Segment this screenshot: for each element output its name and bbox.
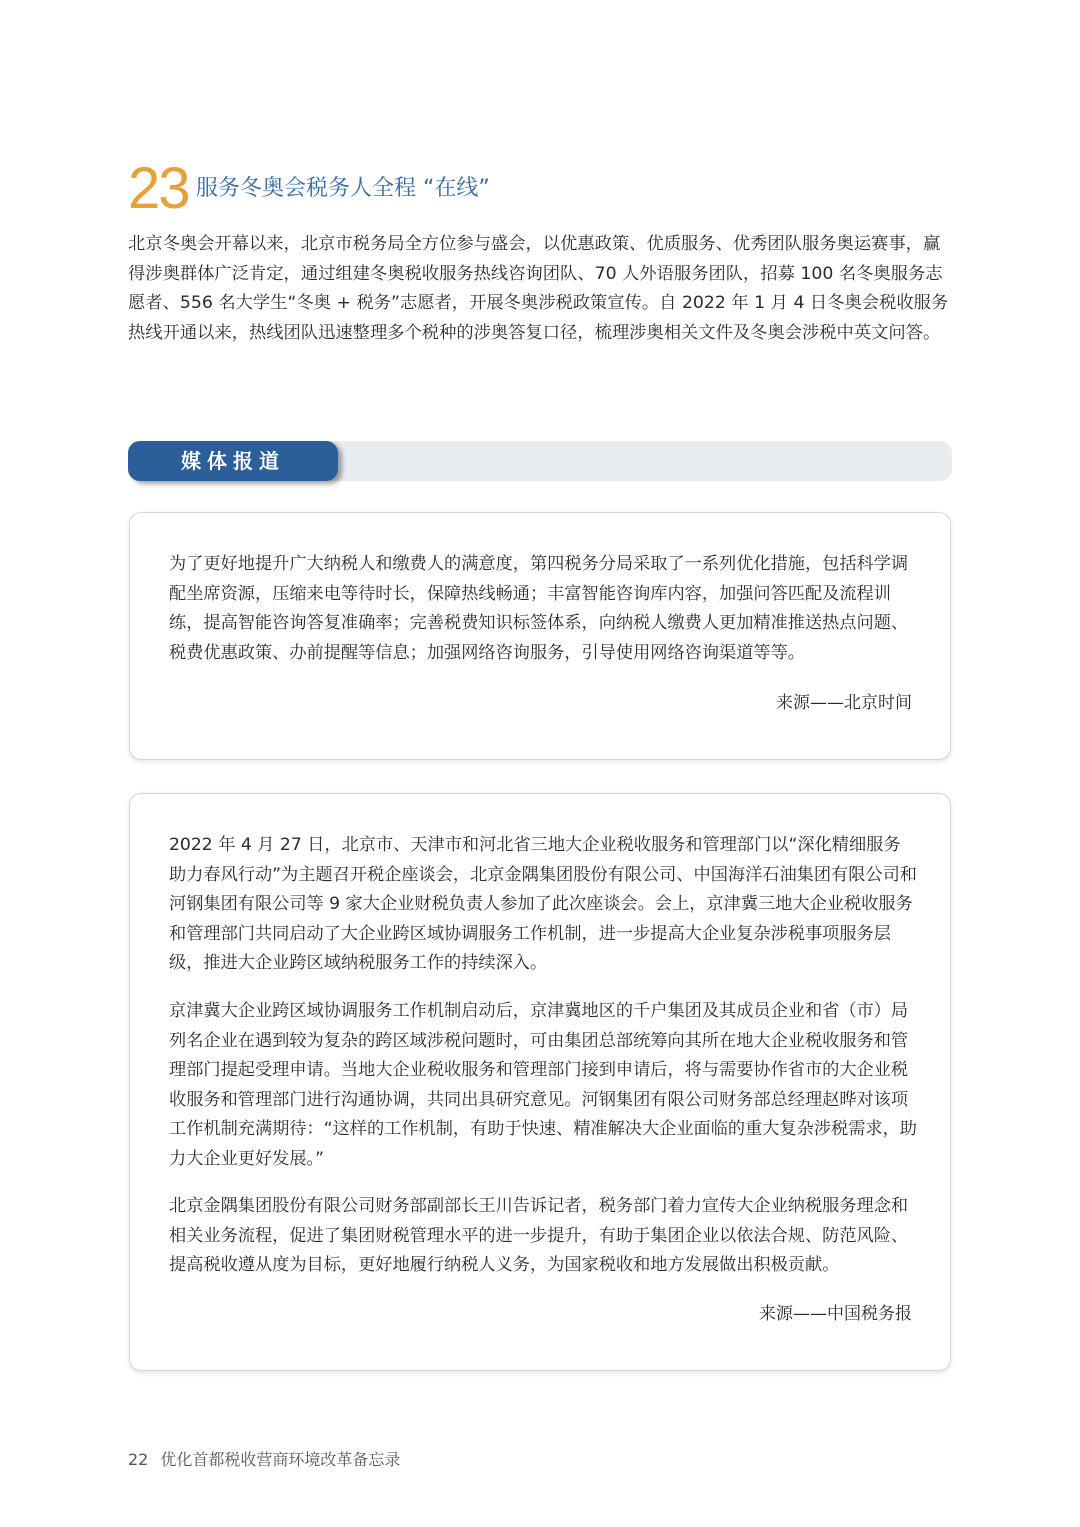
section-header	[128, 156, 948, 221]
news-paragraph: 为了更好地提升广大纳税人和缴费人的满意度，第四税务分局采取了一系列优化措施，包括科学调配坐席资源，压缩来电等待时长，保障热线畅通；丰富智能咨询库内容，加强问答匹配及流程训练，提高智能咨询答复准确率；完善税费知识标签体系，向纳税人缴费人更加精准推送热点问题、税费优惠政策、办前提醒等信息；加强网络咨询服务，引导使用网络咨询渠道等等。	[169, 554, 909, 663]
news-card	[129, 512, 951, 760]
news-card	[129, 793, 951, 1371]
news-paragraph: 北京金隅集团股份有限公司财务部副部长王川告诉记者，税务部门着力宣传大企业纳税服务理念和相关业务流程，促进了集团财税管理水平的进一步提升，有助于集团企业以依法合规、防范风险、提高税收遵从度为目标，更好地履行纳税人义务，为国家税收和地方发展做出积极贡献。	[169, 1196, 909, 1276]
news-paragraph: 京津冀大企业跨区域协调服务工作机制启动后，京津冀地区的千户集团及其成员企业和省（市）局列名企业在遇到较为复杂的跨区域涉税问题时，可由集团总部统筹向其所在地大企业税收服务和管理部门提起受理申请。当地大企业税收服务和管理部门接到申请后，将与需要协作省市的大企业税收服务和管理部门进行沟通协调，共同出具研究意见。河钢集团有限公司财务部总经理赵晔对该项工作机制充满期待：“这样的工作机制，有助于快速、精准解决大企业面临的重大复杂涉税需求，助力大企业更好发展。”	[169, 1001, 917, 1169]
document-title: 优化首都税收营商环境改革备忘录	[160, 1450, 401, 1469]
page-footer	[128, 1448, 400, 1472]
page-number: 22	[128, 1450, 149, 1469]
news-source: 来源——中国税务报	[759, 1304, 912, 1324]
media-report-tab: 媒体报道	[128, 441, 338, 481]
intro-paragraph: 北京冬奥会开幕以来，北京市税务局全方位参与盛会，以优惠政策、优质服务、优秀团队服务奥运赛事，赢得涉奥群体广泛肯定，通过组建冬奥税收服务热线咨询团队、70 人外语服务团队，招募 100 名冬奥服务志愿者、556 名大学生“冬奥 + 税务”志愿者，开展冬奥涉税政策宣传。自 2022 年 1 月 4 日冬奥会税收服务热线开通以来，热线团队迅速整理多个税种的涉奥答复口径，梳理涉奥相关文件及冬奥会涉税中英文问答。	[128, 234, 949, 343]
news-source: 来源——北京时间	[776, 693, 912, 713]
section-number: 23	[128, 156, 189, 221]
media-report-bar	[128, 441, 952, 481]
news-paragraph: 2022 年 4 月 27 日，北京市、天津市和河北省三地大企业税收服务和管理部门以“深化精细服务 助力春风行动”为主题召开税企座谈会，北京金隅集团股份有限公司、中国海洋石油集团有限公司和河钢集团有限公司等 9 家大企业财税负责人参加了此次座谈会。会上，京津冀三地大企业税收服务和管理部门共同启动了大企业跨区域协调服务工作机制，进一步提高大企业复杂涉税事项服务层级，推进大企业跨区域纳税服务工作的持续深入。	[169, 835, 917, 974]
section-title: 服务冬奥会税务人全程 “在线”	[196, 176, 490, 201]
